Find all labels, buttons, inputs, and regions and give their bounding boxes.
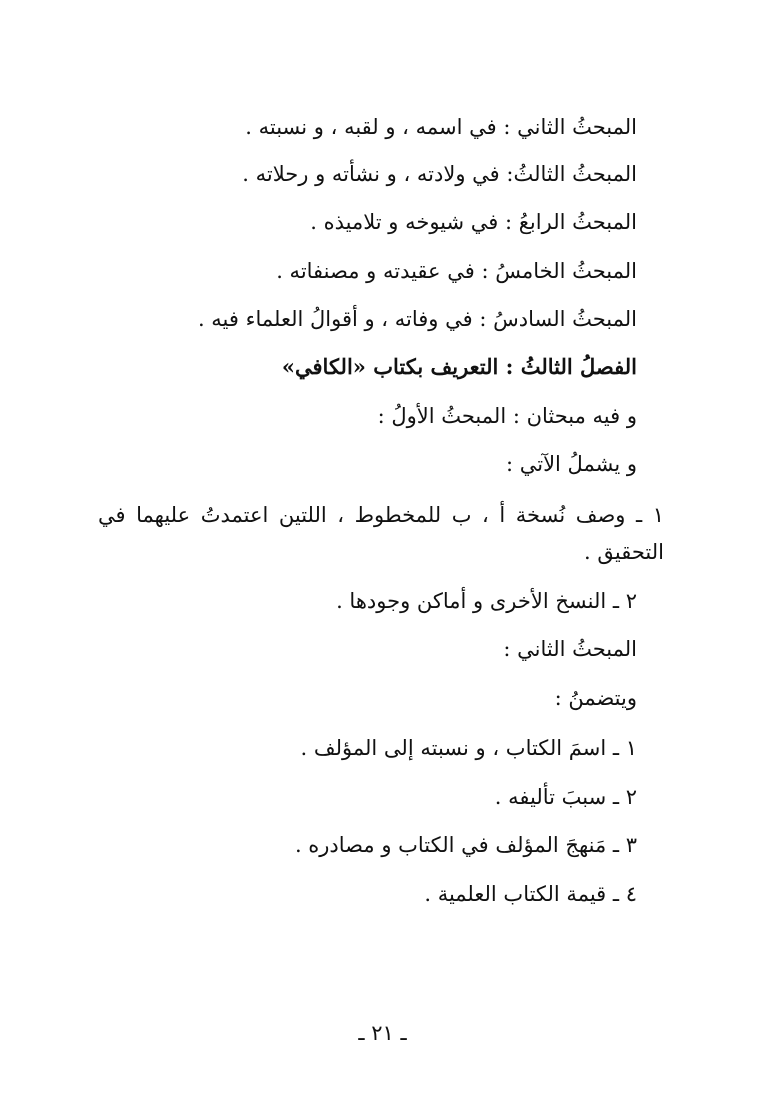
text-line-9: ١ ـ وصف نُسخة أ ، ب للمخطوط ، اللتين اعتمدتُ عليهما في <box>98 503 664 527</box>
text-line-17: ٤ ـ قيمة الكتاب العلمية . <box>424 882 637 906</box>
section-heading: الفصلُ الثالثُ : التعريف بكتاب «الكافي» <box>281 354 637 379</box>
text-line-5: المبحثُ السادسُ : في وفاته ، و أقوالُ العلماء فيه . <box>197 307 637 331</box>
text-line-1: المبحثُ الثاني : في اسمه ، و لقبه ، و نسبته . <box>245 115 637 139</box>
text-line-7: و فيه مبحثان : المبحثُ الأولُ : <box>377 404 637 428</box>
text-line-11: ٢ ـ النسخ الأخرى و أماكن وجودها . <box>336 589 637 613</box>
text-line-2: المبحثُ الثالثُ: في ولادته ، و نشأته و رحلاته . <box>242 162 637 186</box>
text-line-12: المبحثُ الثاني : <box>503 637 637 661</box>
page-number: ـ ٢١ ـ <box>358 1021 407 1045</box>
text-line-15: ٢ ـ سببَ تأليفه . <box>494 785 637 809</box>
text-line-8: و يشملُ الآتي : <box>505 452 637 476</box>
text-line-14: ١ ـ اسمَ الكتاب ، و نسبته إلى المؤلف . <box>300 736 637 760</box>
text-line-16: ٣ ـ مَنهجَ المؤلف في الكتاب و مصادره . <box>294 833 637 857</box>
text-line-3: المبحثُ الرابعُ : في شيوخه و تلاميذه . <box>310 210 637 234</box>
text-line-4: المبحثُ الخامسُ : في عقيدته و مصنفاته . <box>276 259 637 283</box>
text-line-13: ويتضمنُ : <box>554 686 637 710</box>
text-line-10: التحقيق . <box>584 540 664 564</box>
